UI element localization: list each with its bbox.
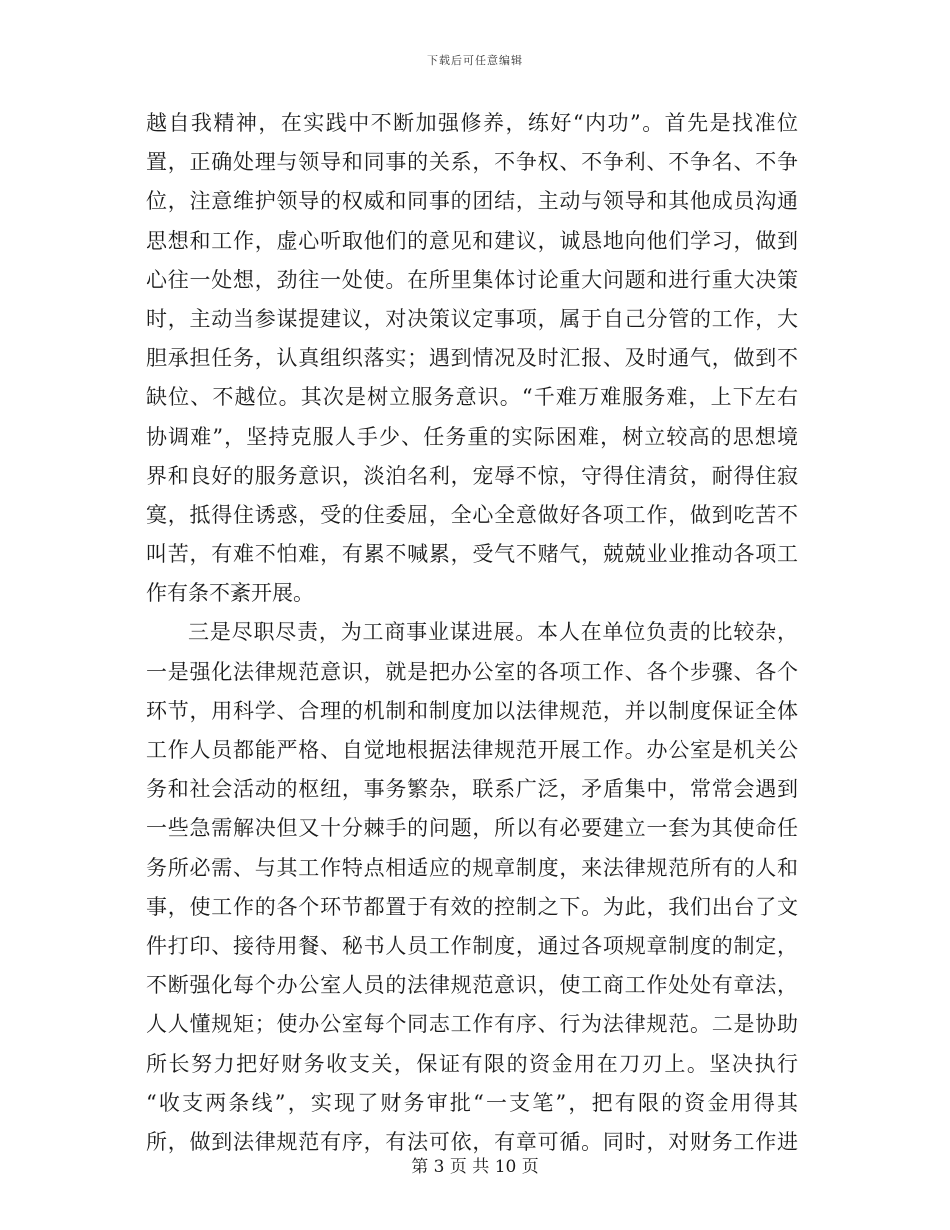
page-number-footer: 第 3 页 共 10 页 (411, 1157, 539, 1177)
text-line: 心往一处想，劲往一处使。在所里集体讨论重大问题和进行重大决策 (146, 267, 798, 292)
text-line: 不断强化每个办公室人员的法律规范意识，使工商工作处处有章法， (146, 973, 798, 998)
page-header: 下载后可任意编辑 (427, 54, 523, 67)
text-line: 协调难”，坚持克服人手少、任务重的实际困难，树立较高的思想境 (146, 424, 798, 449)
text-line: “收支两条线”，实现了财务审批“一支笔”，把有限的资金用得其 (146, 1090, 798, 1115)
text-line: 务所必需、与其工作特点相适应的规章制度，来法律规范所有的人和 (146, 855, 798, 880)
text-line: 思想和工作，虚心听取他们的意见和建议，诚恳地向他们学习，做到 (146, 228, 798, 253)
text-line: 一些急需解决但又十分棘手的问题，所以有必要建立一套为其使命任 (146, 816, 798, 841)
text-line: 界和良好的服务意识，淡泊名利，宠辱不惊，守得住清贫，耐得住寂 (146, 463, 798, 488)
paragraph-start-line: 三是尽职尽责，为工商事业谋进展。本人在单位负责的比较杂， (188, 620, 798, 645)
text-line: 寞，抵得住诱惑，受的住委屈，全心全意做好各项工作，做到吃苦不 (146, 502, 798, 527)
text-line: 位，注意维护领导的权威和同事的团结，主动与领导和其他成员沟通 (146, 189, 798, 214)
text-line: 务和社会活动的枢纽，事务繁杂，联系广泛，矛盾集中，常常会遇到 (146, 777, 798, 802)
text-line: 时，主动当参谋提建议，对决策议定事项，属于自己分管的工作，大 (146, 306, 798, 331)
text-line: 工作人员都能严格、自觉地根据法律规范开展工作。办公室是机关公 (146, 738, 798, 762)
text-line: 所长努力把好财务收支关，保证有限的资金用在刀刃上。坚决执行 (146, 1051, 798, 1076)
text-line: 人人懂规矩；使办公室每个同志工作有序、行为法律规范。二是协助 (146, 1012, 798, 1037)
text-line: 置，正确处理与领导和同事的关系，不争权、不争利、不争名、不争 (146, 150, 798, 175)
text-line: 叫苦，有难不怕难，有累不喊累，受气不赌气，兢兢业业推动各项工 (146, 542, 798, 567)
text-line: 越自我精神，在实践中不断加强修养，练好“内功”。首先是找准位 (146, 111, 798, 135)
text-line: 所，做到法律规范有序，有法可依，有章可循。同时，对财务工作进 (146, 1129, 798, 1154)
paragraph-end-line: 作有条不紊开展。 (146, 581, 314, 606)
text-line: 件打印、接待用餐、秘书人员工作制度，通过各项规章制度的制定， (146, 933, 798, 958)
text-line: 环节，用科学、合理的机制和制度加以法律规范，并以制度保证全体 (146, 698, 798, 723)
document-body (146, 104, 798, 1162)
text-line: 缺位、不越位。其次是树立服务意识。“千难万难服务难，上下左右 (146, 385, 798, 410)
text-line: 事，使工作的各个环节都置于有效的控制之下。为此，我们出台了文 (146, 894, 798, 919)
text-line: 胆承担任务，认真组织落实；遇到情况及时汇报、及时通气，做到不 (146, 346, 798, 371)
text-line: 一是强化法律规范意识，就是把办公室的各项工作、各个步骤、各个 (146, 659, 798, 684)
